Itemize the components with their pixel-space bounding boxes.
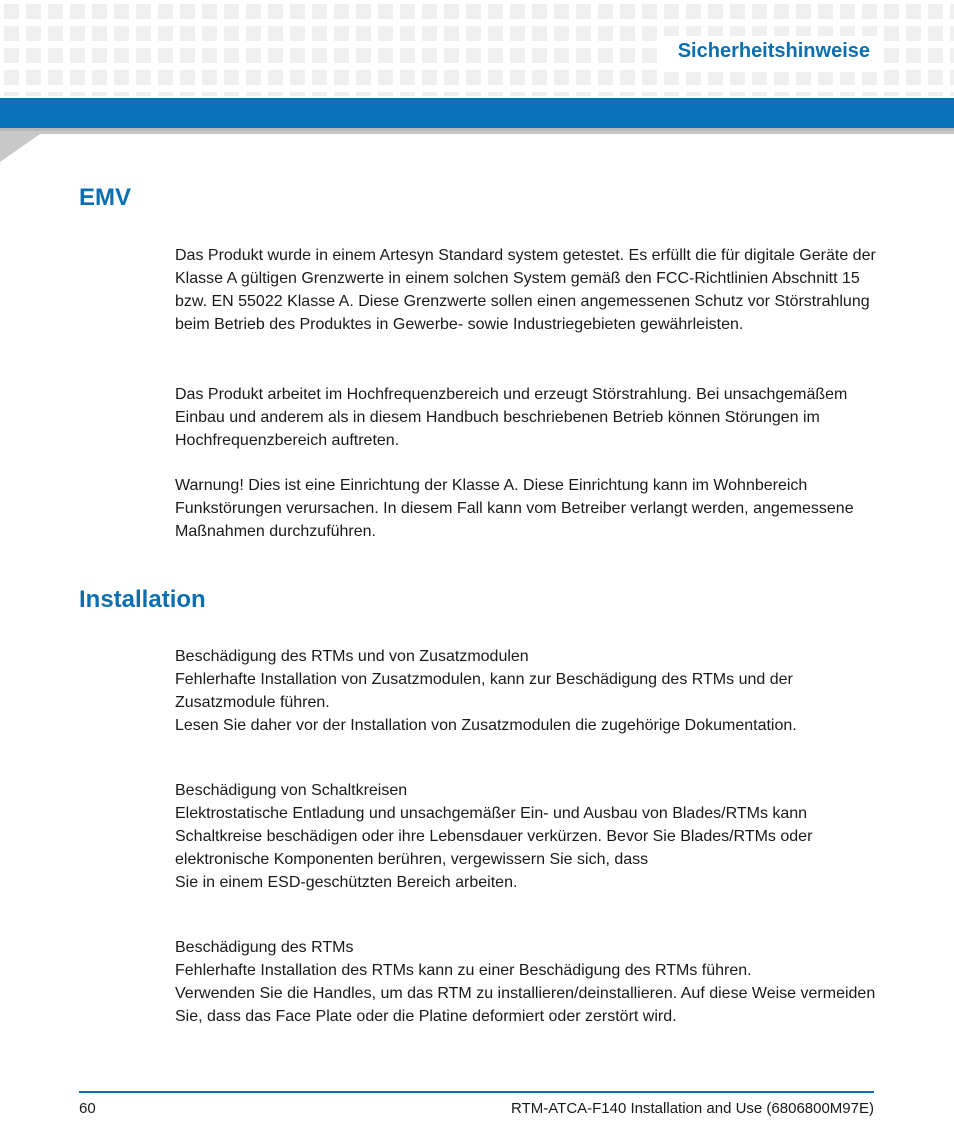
tile bbox=[114, 48, 129, 63]
emv-paragraph-3 bbox=[175, 474, 880, 543]
tile bbox=[48, 26, 63, 41]
tile bbox=[356, 48, 371, 63]
tile bbox=[928, 70, 943, 85]
tile bbox=[862, 70, 877, 85]
tile bbox=[664, 92, 679, 96]
tile bbox=[950, 26, 954, 41]
tile bbox=[158, 48, 173, 63]
tile bbox=[840, 4, 855, 19]
tile bbox=[26, 70, 41, 85]
tile bbox=[510, 26, 525, 41]
tile bbox=[598, 48, 613, 63]
tile bbox=[246, 70, 261, 85]
tile bbox=[708, 4, 723, 19]
tile bbox=[400, 92, 415, 96]
tile bbox=[488, 26, 503, 41]
tile bbox=[312, 48, 327, 63]
tile bbox=[224, 26, 239, 41]
tile bbox=[246, 92, 261, 96]
tile bbox=[950, 48, 954, 63]
tile bbox=[180, 92, 195, 96]
tile bbox=[180, 48, 195, 63]
tile bbox=[532, 4, 547, 19]
tile bbox=[796, 4, 811, 19]
notice-title: Beschädigung des RTMs bbox=[175, 939, 354, 956]
tile bbox=[26, 26, 41, 41]
tile bbox=[114, 70, 129, 85]
tile bbox=[532, 26, 547, 41]
tile bbox=[400, 4, 415, 19]
tile bbox=[576, 4, 591, 19]
tile bbox=[70, 92, 85, 96]
tile bbox=[158, 92, 173, 96]
tile bbox=[928, 92, 943, 96]
tile bbox=[180, 4, 195, 19]
tile bbox=[224, 4, 239, 19]
tile bbox=[246, 4, 261, 19]
tile bbox=[840, 70, 855, 85]
tile bbox=[400, 48, 415, 63]
tile bbox=[422, 26, 437, 41]
tile bbox=[752, 70, 767, 85]
tile bbox=[268, 26, 283, 41]
tile bbox=[708, 92, 723, 96]
tile bbox=[642, 26, 657, 41]
tile bbox=[92, 48, 107, 63]
notice-line: Lesen Sie daher vor der Installation von Zusatzmodulen die zugehörige Dokumentation. bbox=[175, 717, 797, 734]
tile bbox=[114, 92, 129, 96]
notice-line: Elektrostatische Entladung und unsachgemäßer Ein- und Ausbau von Blades/RTMs kann Schaltkreise beschädigen oder ihre Lebensdauer verkürzen. Bevor Sie Blades/RTMs oder elektronische Komponenten berühren, vergewissern Sie sich, dass bbox=[175, 805, 813, 868]
tile bbox=[906, 70, 921, 85]
tile bbox=[576, 92, 591, 96]
tile bbox=[312, 4, 327, 19]
tile bbox=[620, 70, 635, 85]
tile bbox=[774, 4, 789, 19]
tile bbox=[466, 70, 481, 85]
paragraph-text: Das Produkt wurde in einem Artesyn Standard system getestet. Es erfüllt die für digitale Geräte der Klasse A gültigen Grenzwerte in einem solchen System gemäß den FCC-Richtlinien Abschnitt 15 bzw. EN 55022 Klasse A. Diese Grenzwerte sollen einen angemessenen Schutz vor Störstrahlung beim Betrieb des Produktes in Gewerbe- sowie Industriegebieten gewährleisten. bbox=[175, 247, 876, 333]
tile bbox=[598, 4, 613, 19]
tile bbox=[928, 26, 943, 41]
tile bbox=[444, 70, 459, 85]
tile bbox=[466, 92, 481, 96]
tile bbox=[884, 48, 899, 63]
tile bbox=[906, 26, 921, 41]
tile bbox=[378, 70, 393, 85]
tile bbox=[466, 4, 481, 19]
tile bbox=[466, 26, 481, 41]
notice-rtm bbox=[175, 936, 880, 1028]
tile bbox=[334, 70, 349, 85]
tile bbox=[840, 92, 855, 96]
notice-line: Fehlerhafte Installation des RTMs kann zu einer Beschädigung des RTMs führen. bbox=[175, 962, 752, 979]
tile bbox=[334, 26, 349, 41]
tile bbox=[422, 92, 437, 96]
tile bbox=[4, 48, 19, 63]
tile bbox=[356, 26, 371, 41]
tile bbox=[334, 92, 349, 96]
tile bbox=[928, 48, 943, 63]
tile bbox=[818, 70, 833, 85]
tile bbox=[224, 70, 239, 85]
tile bbox=[400, 70, 415, 85]
tile bbox=[532, 92, 547, 96]
tile bbox=[356, 92, 371, 96]
tile bbox=[554, 70, 569, 85]
tile bbox=[444, 92, 459, 96]
tile bbox=[576, 48, 591, 63]
tile bbox=[774, 70, 789, 85]
tile bbox=[268, 4, 283, 19]
tile bbox=[598, 70, 613, 85]
tile bbox=[92, 4, 107, 19]
tile bbox=[70, 70, 85, 85]
tile bbox=[48, 4, 63, 19]
tile bbox=[136, 92, 151, 96]
tile bbox=[114, 4, 129, 19]
tile bbox=[488, 48, 503, 63]
tile bbox=[180, 70, 195, 85]
tile bbox=[378, 48, 393, 63]
tile bbox=[752, 92, 767, 96]
tile bbox=[70, 48, 85, 63]
tile bbox=[26, 4, 41, 19]
tile bbox=[444, 26, 459, 41]
tile bbox=[136, 48, 151, 63]
tile bbox=[246, 26, 261, 41]
tile bbox=[598, 92, 613, 96]
tile bbox=[202, 48, 217, 63]
emv-paragraph-1 bbox=[175, 244, 880, 336]
tile bbox=[488, 92, 503, 96]
tile bbox=[268, 48, 283, 63]
notice-line: Verwenden Sie die Handles, um das RTM zu installieren/deinstallieren. Auf diese Weise vermeiden Sie, dass das Face Plate oder die Platine deformiert oder zerstört wird. bbox=[175, 985, 876, 1025]
notice-title: Beschädigung von Schaltkreisen bbox=[175, 782, 408, 799]
tile bbox=[532, 70, 547, 85]
paragraph-text: Warnung! Dies ist eine Einrichtung der Klasse A. Diese Einrichtung kann im Wohnbereich Funkstörungen verursachen. In diesem Fall kann vom Betreiber verlangt werden, angemessene Maßnahmen durchzuführen. bbox=[175, 477, 854, 540]
tile bbox=[466, 48, 481, 63]
tile bbox=[928, 4, 943, 19]
tile bbox=[950, 70, 954, 85]
tile bbox=[136, 4, 151, 19]
tile bbox=[620, 26, 635, 41]
tile bbox=[818, 92, 833, 96]
tile bbox=[796, 70, 811, 85]
tile bbox=[532, 48, 547, 63]
notice-schaltkreise bbox=[175, 779, 880, 894]
installation-heading: Installation bbox=[79, 586, 206, 613]
tile bbox=[422, 48, 437, 63]
tile bbox=[290, 48, 305, 63]
document-title: RTM-ATCA-F140 Installation and Use (6806800M97E) bbox=[511, 1100, 874, 1117]
tile bbox=[642, 48, 657, 63]
tile bbox=[488, 70, 503, 85]
tile bbox=[510, 70, 525, 85]
tile bbox=[422, 70, 437, 85]
tile bbox=[334, 48, 349, 63]
tile bbox=[202, 26, 217, 41]
tile bbox=[378, 4, 393, 19]
tile bbox=[202, 4, 217, 19]
tile bbox=[158, 26, 173, 41]
tile bbox=[4, 4, 19, 19]
tile bbox=[510, 4, 525, 19]
tile bbox=[510, 48, 525, 63]
tile bbox=[4, 70, 19, 85]
tile bbox=[576, 70, 591, 85]
tile bbox=[158, 4, 173, 19]
tile bbox=[488, 4, 503, 19]
tile bbox=[554, 92, 569, 96]
header-blue-bar bbox=[0, 98, 954, 128]
tile bbox=[136, 26, 151, 41]
tile bbox=[708, 70, 723, 85]
tile bbox=[378, 26, 393, 41]
tile bbox=[730, 4, 745, 19]
tile bbox=[92, 70, 107, 85]
tile bbox=[4, 92, 19, 96]
tile bbox=[444, 4, 459, 19]
tile bbox=[70, 4, 85, 19]
tile bbox=[510, 92, 525, 96]
tile bbox=[290, 4, 305, 19]
section-title: Sicherheitshinweise bbox=[674, 40, 874, 63]
tile bbox=[312, 92, 327, 96]
tile bbox=[730, 92, 745, 96]
tile bbox=[224, 92, 239, 96]
tile bbox=[686, 4, 701, 19]
tile bbox=[202, 92, 217, 96]
tile bbox=[246, 48, 261, 63]
tile bbox=[554, 48, 569, 63]
tile bbox=[48, 70, 63, 85]
tile bbox=[752, 4, 767, 19]
notice-line: Sie in einem ESD-geschützten Bereich arbeiten. bbox=[175, 874, 518, 891]
tile bbox=[884, 26, 899, 41]
tile bbox=[554, 4, 569, 19]
tile bbox=[884, 70, 899, 85]
tile bbox=[26, 92, 41, 96]
tile bbox=[950, 4, 954, 19]
paragraph-text: Das Produkt arbeitet im Hochfrequenzbereich und erzeugt Störstrahlung. Bei unsachgemäßem Einbau und anderem als in diesem Handbuch beschriebenen Betrieb können Störungen im Hochfrequenzbereich auftreten. bbox=[175, 386, 848, 449]
tile bbox=[290, 26, 305, 41]
tile bbox=[686, 70, 701, 85]
header-grey-wedge bbox=[0, 128, 954, 162]
tile bbox=[906, 4, 921, 19]
tile bbox=[290, 70, 305, 85]
emv-paragraph-2 bbox=[175, 383, 880, 452]
tile bbox=[862, 92, 877, 96]
tile bbox=[356, 4, 371, 19]
tile bbox=[48, 48, 63, 63]
tile bbox=[444, 48, 459, 63]
tile bbox=[818, 4, 833, 19]
notice-title: Beschädigung des RTMs und von Zusatzmodulen bbox=[175, 648, 529, 665]
tile bbox=[664, 4, 679, 19]
tile bbox=[862, 4, 877, 19]
tile bbox=[906, 48, 921, 63]
tile bbox=[598, 26, 613, 41]
tile bbox=[268, 92, 283, 96]
tile bbox=[642, 4, 657, 19]
tile bbox=[796, 92, 811, 96]
notice-rtm-zusatzmodule bbox=[175, 645, 880, 737]
tile bbox=[136, 70, 151, 85]
tile bbox=[884, 4, 899, 19]
page-number: 60 bbox=[79, 1100, 96, 1117]
tile bbox=[92, 26, 107, 41]
tile bbox=[884, 92, 899, 96]
tile bbox=[620, 92, 635, 96]
tile bbox=[576, 26, 591, 41]
tile bbox=[92, 92, 107, 96]
tile bbox=[268, 70, 283, 85]
tile bbox=[4, 26, 19, 41]
tile bbox=[620, 48, 635, 63]
tile bbox=[356, 70, 371, 85]
tile bbox=[26, 48, 41, 63]
tile bbox=[70, 26, 85, 41]
tile bbox=[422, 4, 437, 19]
tile bbox=[642, 92, 657, 96]
emv-heading: EMV bbox=[79, 184, 132, 211]
footer-rule bbox=[79, 1091, 874, 1093]
tile bbox=[400, 26, 415, 41]
tile bbox=[730, 70, 745, 85]
tile bbox=[906, 92, 921, 96]
tile bbox=[202, 70, 217, 85]
tile bbox=[686, 92, 701, 96]
tile bbox=[158, 70, 173, 85]
tile bbox=[378, 92, 393, 96]
tile bbox=[334, 4, 349, 19]
tile bbox=[290, 92, 305, 96]
tile bbox=[664, 70, 679, 85]
notice-line: Fehlerhafte Installation von Zusatzmodulen, kann zur Beschädigung des RTMs und der Zusatzmodule führen. bbox=[175, 671, 793, 711]
tile bbox=[48, 92, 63, 96]
tile bbox=[620, 4, 635, 19]
tile bbox=[774, 92, 789, 96]
tile bbox=[312, 26, 327, 41]
tile bbox=[224, 48, 239, 63]
tile bbox=[180, 26, 195, 41]
tile bbox=[642, 70, 657, 85]
tile bbox=[114, 26, 129, 41]
tile bbox=[950, 92, 954, 96]
tile bbox=[312, 70, 327, 85]
tile bbox=[554, 26, 569, 41]
